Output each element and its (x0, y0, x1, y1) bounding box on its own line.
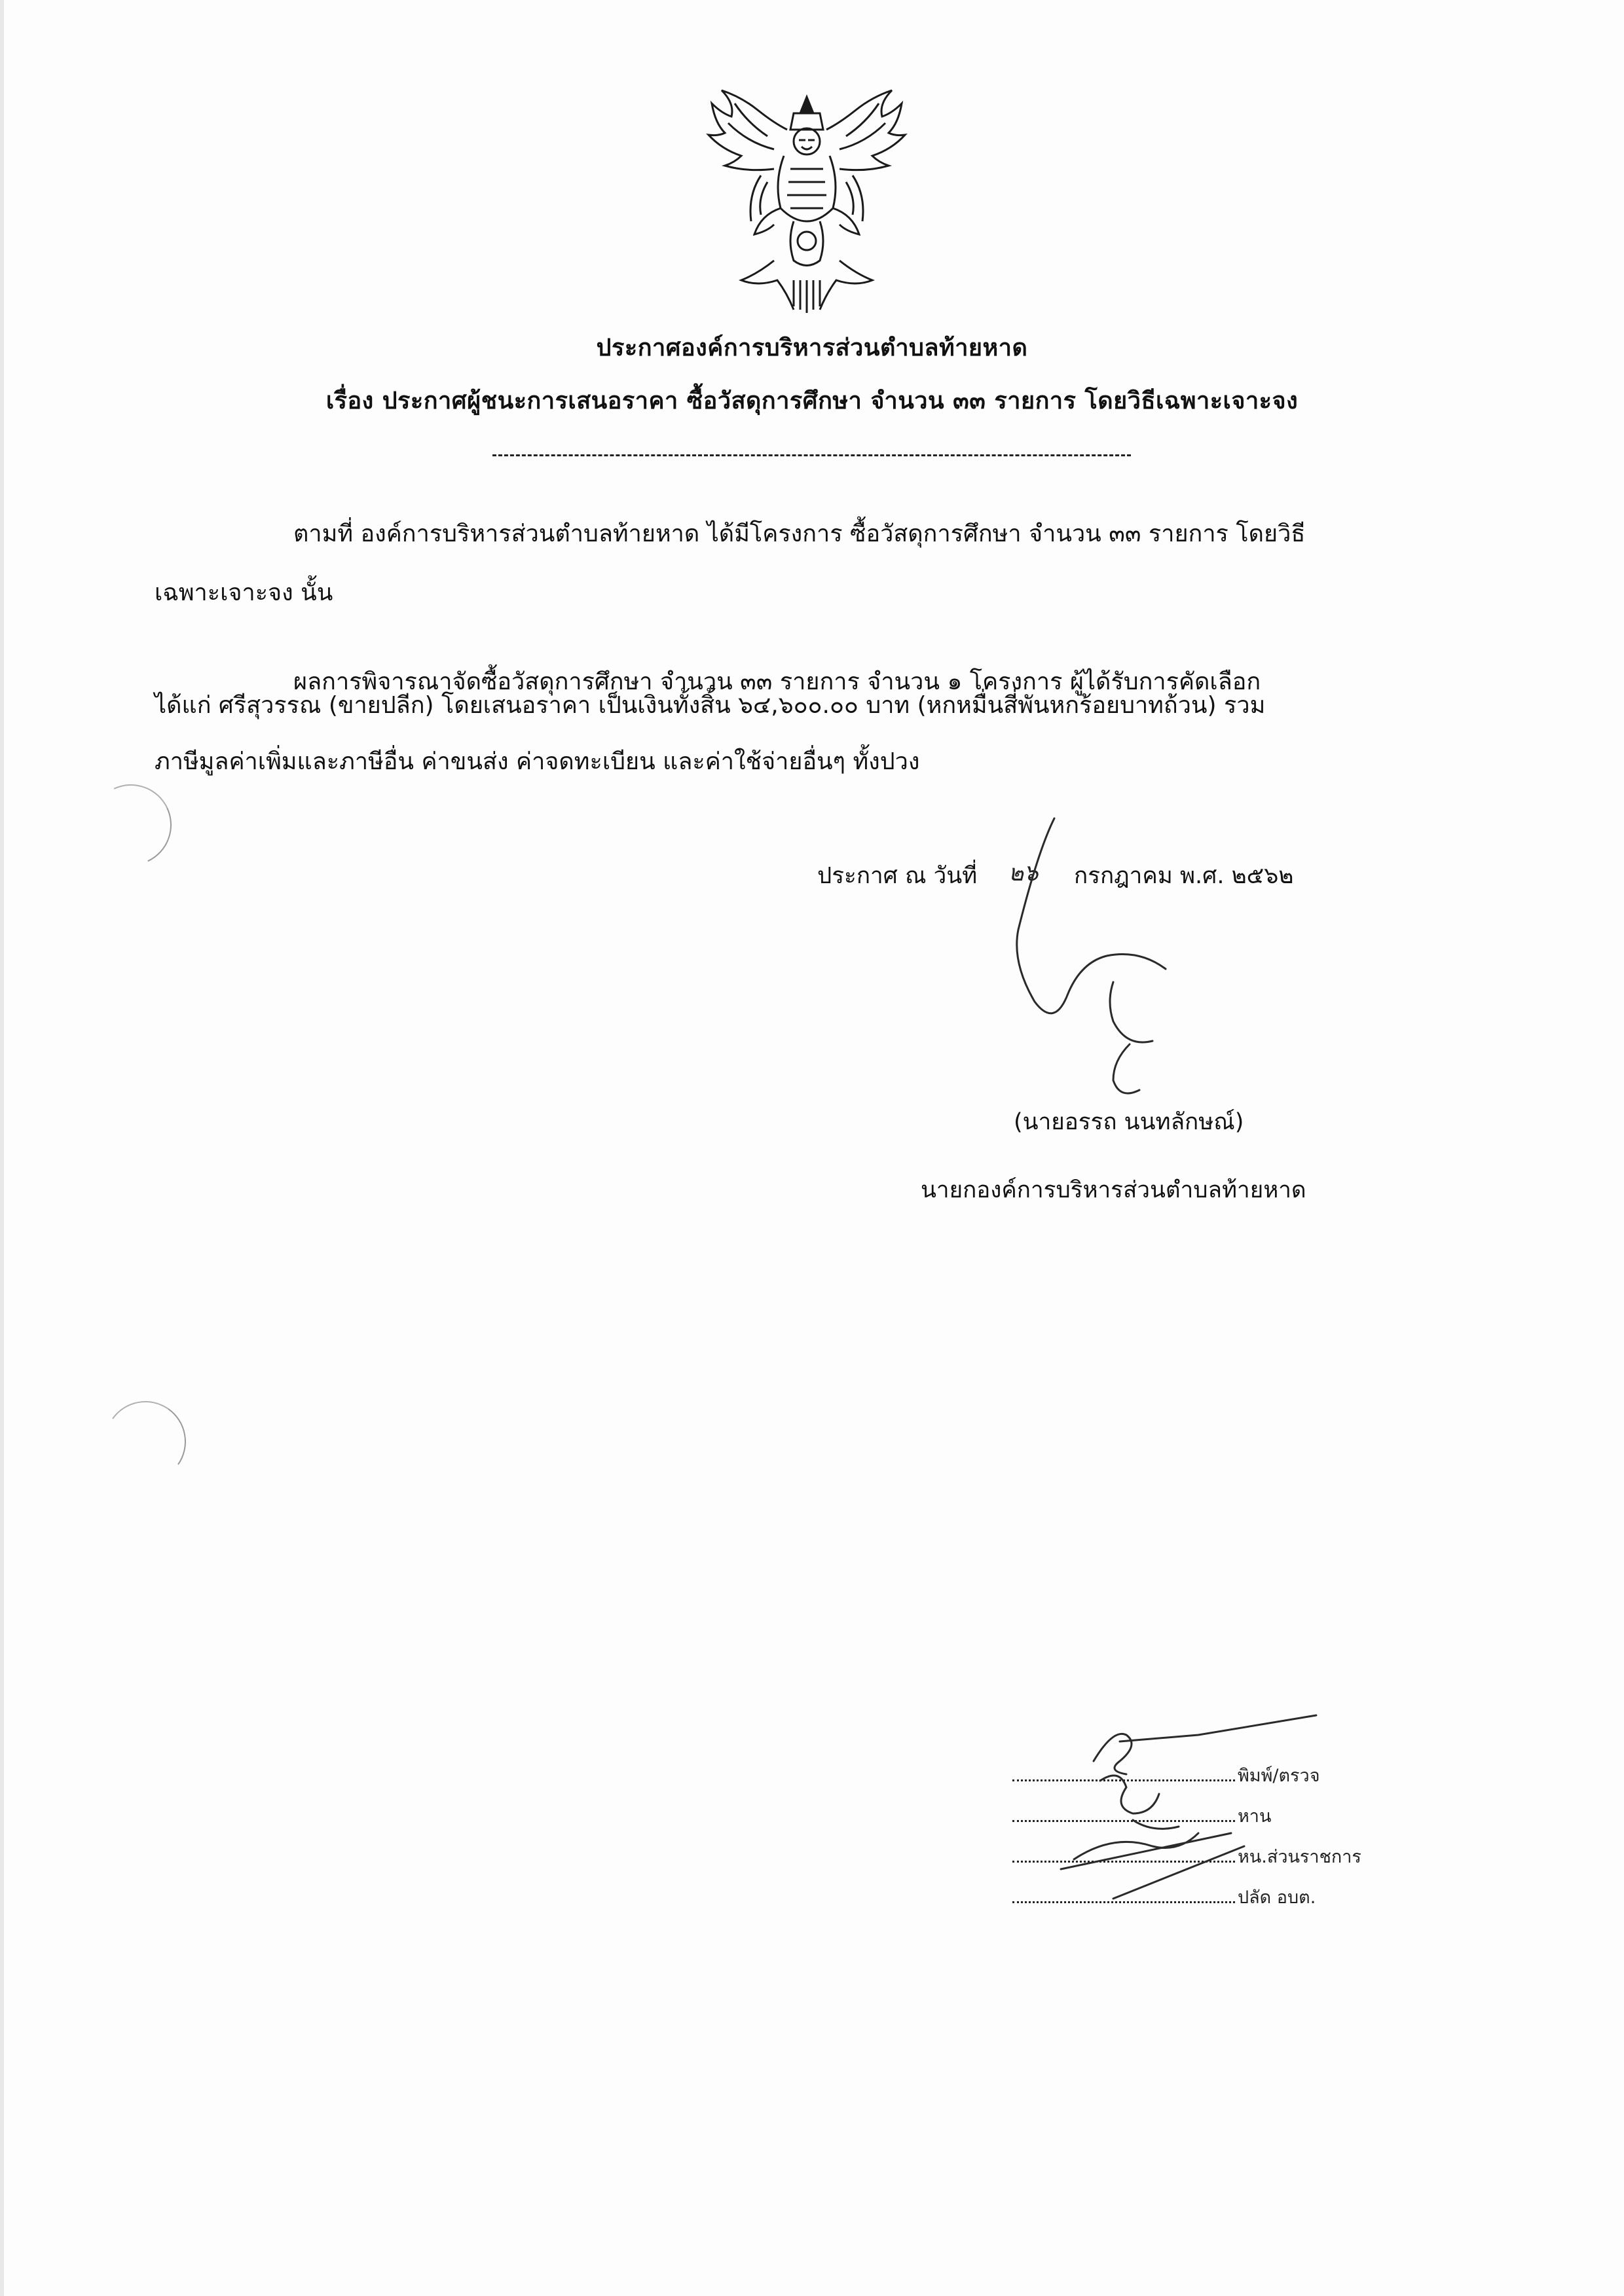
punch-hole-top (79, 773, 183, 877)
check-label-2: หาน (1238, 1806, 1272, 1827)
date-prefix: ประกาศ ณ วันที่ (817, 863, 978, 889)
para1-line2: เฉพาะเจาะจง นั้น (155, 579, 333, 606)
para1-line1: ตามที่ องค์การบริหารส่วนตำบลท้ายหาด ได้มีโครงการ ซื้อวัสดุการศึกษา จำนวน ๓๓ รายการ โดยวิธี (293, 520, 1306, 547)
check-row-4 (1012, 1883, 1316, 1911)
check-row-2 (1012, 1802, 1271, 1830)
signature-scribble (1017, 818, 1166, 1013)
check-label-4: ปลัด อบต. (1238, 1887, 1316, 1908)
check-label-1: พิมพ์/ตรวจ (1238, 1766, 1320, 1786)
check-row-1 (1012, 1761, 1320, 1789)
check-row-3 (1012, 1842, 1361, 1870)
para2-line1: ผลการพิจารณาจัดซื้อวัสดุการศึกษา จำนวน ๓๓ รายการ จำนวน ๑ โครงการ ผู้ได้รับการคัดเลือก (293, 668, 1261, 695)
check-label-3: หน.ส่วนราชการ (1238, 1847, 1361, 1867)
signatory-name: (นายอรรถ นนทลักษณ์) (1014, 1109, 1244, 1135)
para2-line3: ภาษีมูลค่าเพิ่มและภาษีอื่น ค่าขนส่ง ค่าจดทะเบียน และค่าใช้จ่ายอื่นๆ ทั้งปวง (155, 748, 920, 775)
title-separator (492, 454, 1131, 456)
garuda-emblem-icon (695, 84, 918, 319)
subject-line: เรื่อง ประกาศผู้ชนะการเสนอราคา ซื้อวัสดุการศึกษา จำนวน ๓๓ รายการ โดยวิธีเฉพาะเจาะจง (325, 388, 1299, 414)
date-day-handwritten: ๒๖ (1008, 860, 1039, 886)
para2-line2: ได้แก่ ศรีสุวรรณ (ขายปลีก) โดยเสนอราคา เป็นเงินทั้งสิ้น ๖๔,๖๐๐.๐๐ บาท (หกหมื่นสี่พันหกร้อยบาทถ้วน) รวม (155, 692, 1266, 719)
org-title: ประกาศองค์การบริหารส่วนตำบลท้ายหาด (596, 335, 1028, 361)
date-rest: กรกฎาคม พ.ศ. ๒๕๖๒ (1074, 863, 1294, 889)
signatory-position: นายกองค์การบริหารส่วนตำบลท้ายหาด (921, 1177, 1306, 1203)
punch-hole-bottom (98, 1394, 193, 1489)
